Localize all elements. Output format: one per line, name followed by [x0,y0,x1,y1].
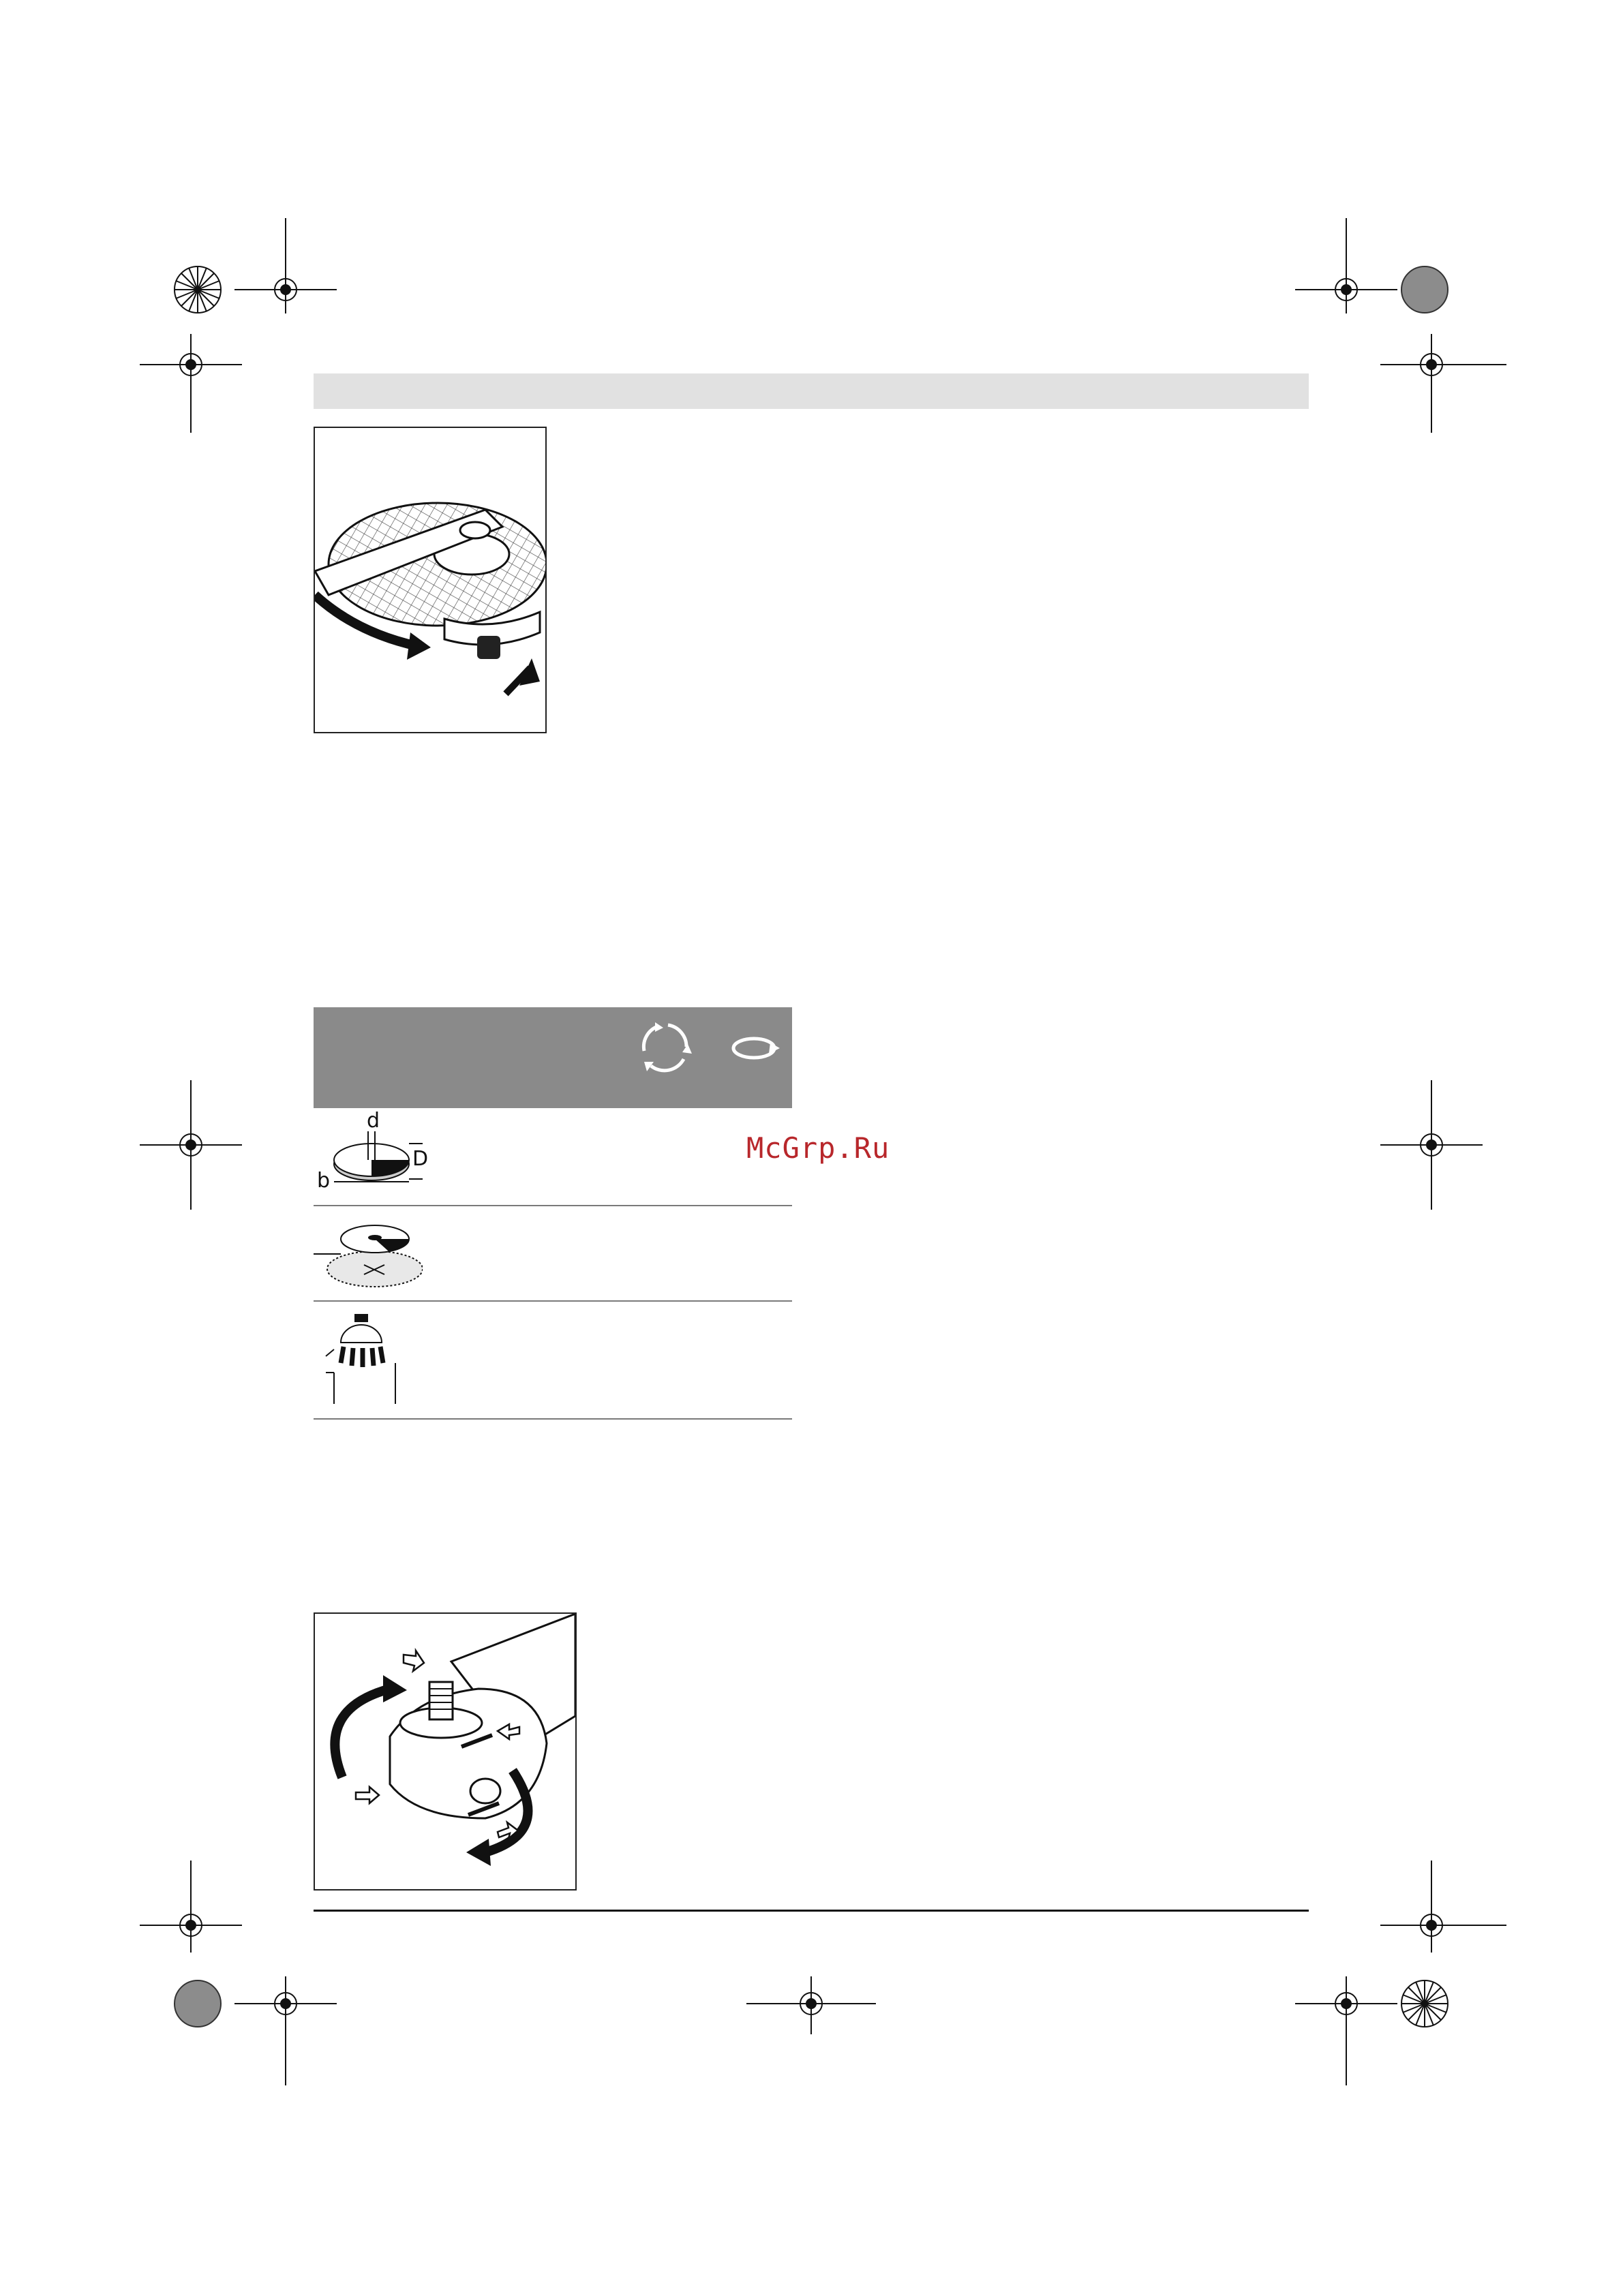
label-D: D [412,1147,429,1171]
crosshair-mark-bottom-right-2 [1295,1942,1397,2085]
cup-brush-illustration [320,1308,409,1404]
registration-mark-bottom-left-gray [170,1976,225,2031]
crosshair-mark-bottom-left-2 [234,1942,337,2085]
page-footer-rule [314,1910,1309,1912]
table-row-divider-3 [314,1418,792,1420]
accessory-table-header [314,1007,792,1108]
crosshair-mark-bottom-right-1 [1380,1861,1510,1963]
registration-mark-top-right-gray [1397,262,1452,317]
crosshair-mark-middle-left [140,1080,242,1210]
watermark-text: McGrp.Ru [746,1131,890,1165]
gear-head-illustration [315,1614,575,1889]
crosshair-mark-top-left-2 [140,334,242,436]
crosshair-mark-middle-right [1380,1080,1483,1210]
registration-mark-bottom-right-sunburst [1397,1976,1452,2031]
cutting-disc-dimension-illustration [314,1111,436,1193]
figure-gear-head-rotation [314,1612,577,1891]
disc-wrench-illustration [315,428,545,732]
rotation-arrows-icon [631,1017,699,1078]
page-header-bar [314,373,1309,409]
label-b: b [317,1169,331,1193]
table-row-divider-2 [314,1300,792,1302]
registration-mark-top-left-sunburst [170,262,225,317]
crosshair-mark-top-right-2 [1380,334,1510,436]
grinding-disc-illustration [314,1213,423,1295]
label-d: d [367,1111,380,1133]
crosshair-mark-bottom-center [746,1942,876,2045]
flange-ring-icon [728,1028,783,1069]
table-row-divider-1 [314,1205,792,1206]
crosshair-mark-top-left-1 [234,218,337,361]
figure-disc-wrench [314,427,547,733]
crosshair-mark-bottom-left-1 [140,1861,242,1963]
